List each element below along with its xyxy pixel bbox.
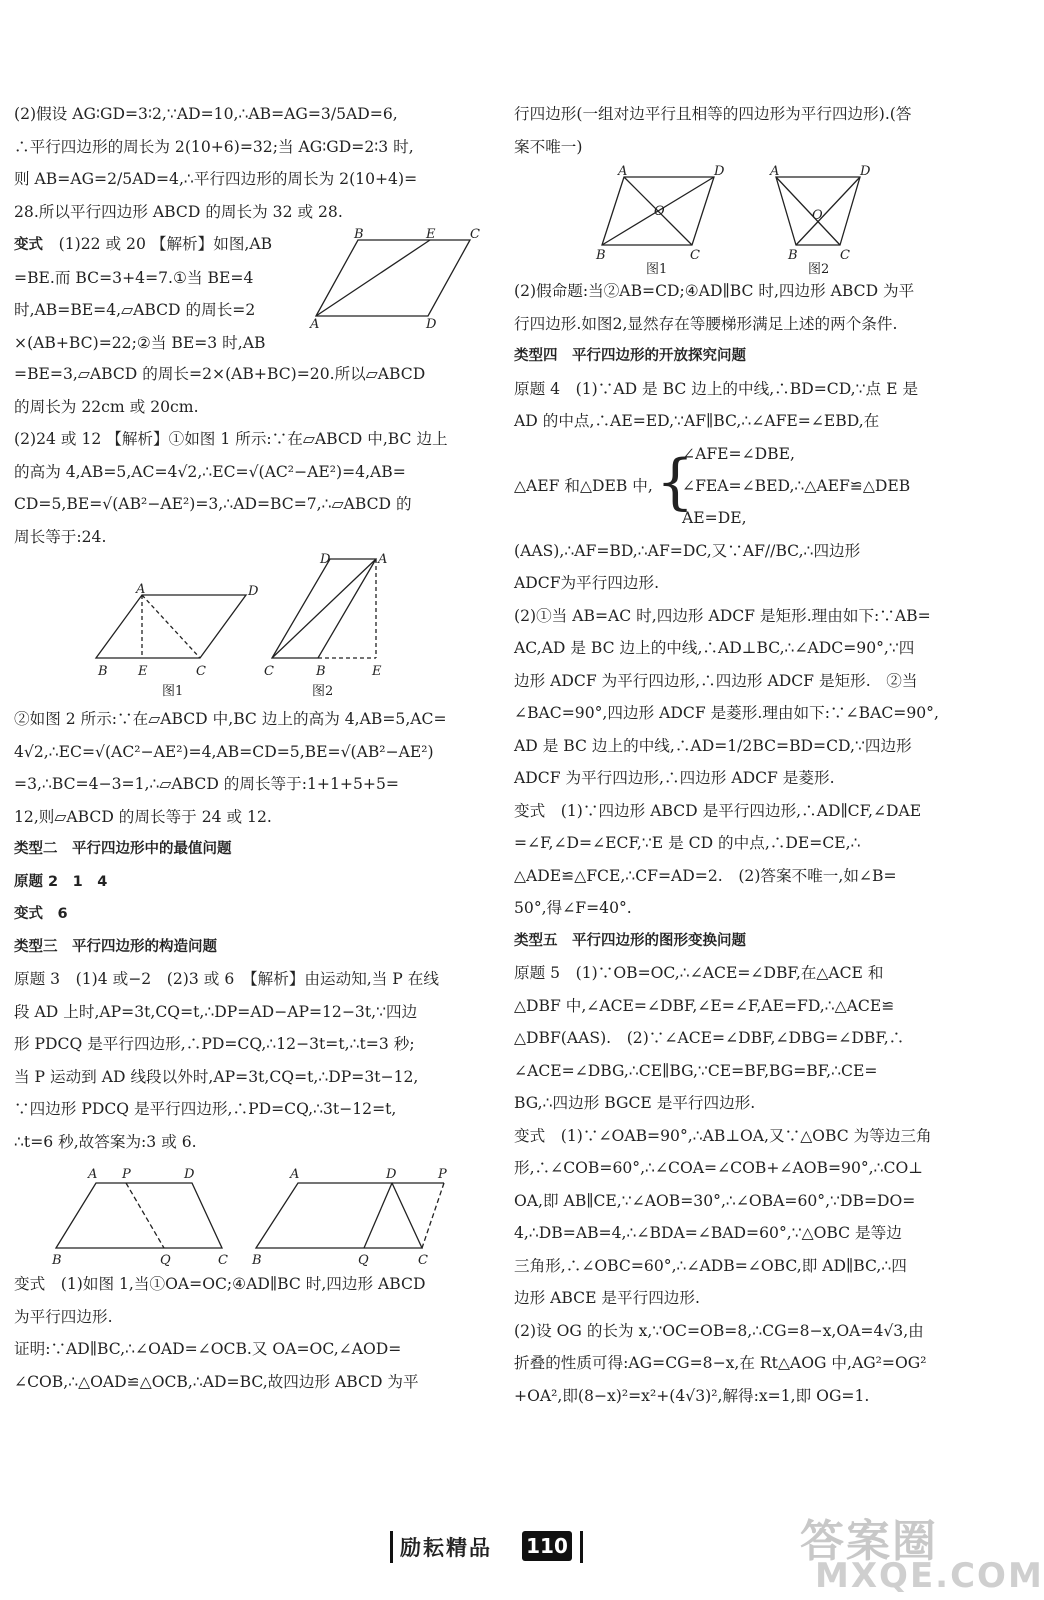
text-line: 当 P 运动到 AD 线段以外时,AP=3t,CQ=t,∴DP=3t−12,: [14, 1067, 419, 1086]
text-line: +OA²,即(8−x)²=x²+(4√3)²,解得:x=1,即 OG=1.: [514, 1386, 870, 1405]
text-line: ∠COB,∴△OAD≌△OCB,∴AD=BC,故四边形 ABCD 为平: [14, 1372, 419, 1391]
text-line: (2)假设 AG∶GD=3∶2,∵AD=10,∴AB=AG=3/5AD=6,: [14, 105, 398, 123]
text-line: =BE.而 BC=3+4=7.①当 BE=4: [14, 268, 254, 287]
text-line: 则 AB=AG=2/5AD=4,∴平行四边形的周长为 2(10+4)=: [14, 170, 418, 188]
text-line: 变式 (1)如图 1,当①OA=OC;④AD∥BC 时,四边形 ABCD: [14, 1275, 426, 1293]
label-B: B: [52, 1253, 62, 1268]
text-line: ∠ACE=∠DBG,∴CE∥BG,∵CE=BF,BG=BF,∴CE=: [514, 1061, 878, 1080]
label-C: C: [196, 664, 206, 679]
label-D: D: [714, 164, 725, 179]
parallelogram-figure: [310, 227, 490, 332]
text-line: 折叠的性质可得:AG=CG=8−x,在 Rt△AOG 中,AG²=OG²: [514, 1354, 927, 1372]
text-line: =∠F,∠D=∠ECF,∵E 是 CD 的中点,∴DE=CE,∴: [514, 834, 861, 852]
label-B: B: [788, 248, 798, 263]
label-C: C: [840, 248, 850, 263]
text-line: ∵四边形 PDCQ 是平行四边形,∴PD=CQ,∴3t−12=t,: [14, 1100, 397, 1118]
text-line: 行四边形.如图2,显然存在等腰梯形满足上述的两个条件.: [514, 314, 898, 333]
text-line: 证明:∵AD∥BC,∴∠OAD=∠OCB.又 OA=OC,∠AOD=: [14, 1340, 402, 1358]
text-line: AD 是 BC 边上的中线,∴AD=1/2BC=BD=CD,∵四边形: [514, 736, 912, 755]
label-C: C: [218, 1253, 228, 1268]
text-line: ∴平行四边形的周长为 2(10+6)=32;当 AG∶GD=2∶3 时,: [14, 137, 414, 156]
figure-caption: 图1: [646, 262, 668, 277]
text-line: ∠BAC=90°,四边形 ADCF 是菱形.理由如下:∵∠BAC=90°,: [514, 704, 939, 722]
text-line: =BE=3,▱ABCD 的周长=2×(AB+BC)=20.所以▱ABCD: [14, 365, 426, 383]
text-line: (AAS),∴AF=BD,∴AF=DC,又∵AF//BC,∴四边形: [514, 541, 861, 560]
text-line: 时,AB=BE=4,▱ABCD 的周长=2: [14, 301, 256, 319]
text-line: 的高为 4,AB=5,AC=4√2,∴EC=√(AC²−AE²)=4,AB=: [14, 462, 406, 481]
text-line: 为平行四边形.: [14, 1307, 113, 1326]
text-line: 段 AD 上时,AP=3t,CQ=t,∴DP=AD−AP=12−3t,∵四边: [14, 1002, 418, 1021]
label-B: B: [98, 664, 108, 679]
label-A: A: [88, 1167, 98, 1182]
label-A: A: [290, 1167, 300, 1182]
text-line: 边形 ABCE 是平行四边形.: [514, 1289, 700, 1307]
text-line: CD=5,BE=√(AB²−AE²)=3,∴AD=BC=7,∴▱ABCD 的: [14, 495, 412, 513]
label-C: C: [264, 664, 274, 679]
text-line: 案不唯一): [514, 137, 583, 156]
label-C: C: [470, 227, 480, 242]
text-line: △DBF(AAS). (2)∵∠ACE=∠DBF,∠DBG=∠DBF,∴: [514, 1029, 905, 1047]
equation-system: [514, 438, 986, 535]
label-E: E: [138, 664, 148, 679]
text-line: 变式 (1)∵∠OAB=90°,∴AB⊥OA,又∵△OBC 为等边三角: [514, 1126, 932, 1145]
label-A: A: [618, 164, 628, 179]
figures-right-top: [514, 163, 984, 275]
text-line: (2)设 OG 的长为 x,∵OC=OB=8,∴CG=8−x,OA=4√3,由: [514, 1321, 924, 1340]
text-line: (2)24 或 12 【解析】①如图 1 所示:∵在▱ABCD 中,BC 边上: [14, 430, 448, 448]
label-B: B: [316, 664, 326, 679]
label-D: D: [320, 552, 331, 567]
right-column: [514, 98, 986, 1412]
text-line: 行四边形(一组对边平行且相等的四边形为平行四边形).(答: [514, 105, 912, 123]
text-line: (2)①当 AB=AC 时,四边形 ADCF 是矩形.理由如下:∵AB=: [514, 606, 931, 625]
section-heading: 类型二 平行四边形中的最值问题: [14, 841, 232, 857]
text-line: AD 的中点,∴AE=ED,∵AF∥BC,∴∠AFE=∠EBD,在: [514, 412, 880, 430]
text-line: 边形 ADCF 为平行四边形,∴四边形 ADCF 是矩形. ②当: [514, 671, 918, 690]
problem-line: 变式 6: [14, 906, 68, 922]
text-line: ∠FEA=∠BED,∴△AEF≌△DEB: [682, 476, 911, 495]
label-B: B: [596, 248, 606, 263]
text-line: ×(AB+BC)=22;②当 BE=3 时,AB: [14, 333, 266, 352]
text-line: (2)假命题:当②AB=CD;④AD∥BC 时,四边形 ABCD 为平: [514, 282, 915, 300]
text-line: 变式 (1)∵四边形 ABCD 是平行四边形,∴AD∥CF,∠DAE: [514, 801, 922, 820]
figures-problem-3: [14, 1158, 484, 1268]
text-line: ∴t=6 秒,故答案为:3 或 6.: [14, 1132, 197, 1151]
label-O: O: [654, 204, 665, 219]
text-line: 4,∴DB=AB=4,∴∠BDA=∠BAD=60°,∵△OBC 是等边: [514, 1224, 902, 1242]
text-line: 三角形,∴∠OBC=60°,∴∠ADB=∠OBC,即 AD∥BC,∴四: [514, 1256, 907, 1275]
text-line: 4√2,∴EC=√(AC²−AE²)=4,AB=CD=5,BE=√(AB²−AE²): [14, 742, 434, 761]
label-B: B: [354, 227, 364, 242]
footer-bar: [580, 1531, 583, 1563]
text-line: 原题 4 (1)∵AD 是 BC 边上的中线,∴BD=CD,∵点 E 是: [514, 379, 919, 398]
label-A: A: [770, 164, 780, 179]
footer-bar: [390, 1531, 393, 1563]
problem-line: 原题 2 1 4: [14, 873, 108, 890]
label-B: B: [252, 1253, 262, 1268]
label-C: C: [690, 248, 700, 263]
section-heading: 类型五 平行四边形的图形变换问题: [514, 932, 746, 949]
text-line: 形,∴∠COB=60°,∴∠COA=∠COB+∠AOB=90°,∴CO⊥: [514, 1159, 923, 1177]
text-line: =3,∴BC=4−3=1,∴▱ABCD 的周长等于:1+1+5+5=: [14, 775, 399, 793]
figure-caption: 图1: [162, 684, 184, 699]
left-column: [14, 98, 488, 1398]
variant-1-block: [14, 228, 488, 423]
text-line: 形 PDCQ 是平行四边形,∴PD=CQ,∴12−3t=t,∴t=3 秒;: [14, 1035, 415, 1053]
text-line: ②如图 2 所示:∵在▱ABCD 中,BC 边上的高为 4,AB=5,AC=: [14, 710, 447, 728]
label-C: C: [418, 1253, 428, 1268]
text-line: ADCF 为平行四边形,∴四边形 ADCF 是菱形.: [514, 769, 835, 787]
text-line: 12,则▱ABCD 的周长等于 24 或 12.: [14, 807, 272, 826]
label-A: A: [310, 317, 320, 332]
text-line: 周长等于:24.: [14, 527, 107, 546]
figure-caption: 图2: [808, 262, 830, 277]
text-line: OA,即 AB∥CE,∵∠AOB=30°,∴∠OBA=60°,∵DB=DO=: [514, 1191, 916, 1210]
label-P: P: [438, 1167, 447, 1182]
label-D: D: [860, 164, 871, 179]
text-line: △DBF 中,∠ACE=∠DBF,∠E=∠F,AE=FD,∴△ACE≌: [514, 996, 895, 1015]
figures-variant-2: [14, 553, 484, 703]
text-line: △ADE≌△FCE,∴CF=AD=2. (2)答案不唯一,如∠B=: [514, 866, 897, 885]
page-number: 110: [522, 1531, 572, 1561]
figure-caption: 图2: [312, 684, 334, 699]
text-line: BG,∴四边形 BGCE 是平行四边形.: [514, 1094, 756, 1112]
variant-heading: 变式: [14, 237, 43, 253]
section-heading: 类型四 平行四边形的开放探究问题: [514, 348, 746, 364]
label-E: E: [426, 227, 436, 242]
label-D: D: [426, 317, 437, 332]
text-line: △AEF 和△DEB 中,: [514, 476, 653, 495]
text-line: ADCF为平行四边形.: [514, 574, 660, 592]
label-E: E: [372, 664, 382, 679]
text-line: (1)22 或 20 【解析】如图,AB: [58, 235, 273, 253]
label-D: D: [386, 1167, 397, 1182]
text-line: 28.所以平行四边形 ABCD 的周长为 32 或 28.: [14, 202, 343, 221]
text-line: AC,AD 是 BC 边上的中线,∴AD⊥BC,∴∠ADC=90°,∵四: [514, 639, 915, 657]
text-line: ∠AFE=∠DBE,: [682, 444, 795, 463]
label-A: A: [136, 582, 146, 597]
label-O: O: [812, 208, 823, 223]
label-P: P: [122, 1167, 131, 1182]
label-D: D: [248, 584, 259, 599]
label-D: D: [184, 1167, 195, 1182]
text-line: 50°,得∠F=40°.: [514, 899, 632, 917]
footer-brand: 励耘精品: [400, 1536, 492, 1560]
section-heading: 类型三 平行四边形的构造问题: [14, 938, 217, 955]
text-line: 原题 5 (1)∵OB=OC,∴∠ACE=∠DBF,在△ACE 和: [514, 964, 884, 982]
text-line: 原题 3 (1)4 或−2 (2)3 或 6 【解析】由运动知,当 P 在线: [14, 970, 439, 988]
label-Q: Q: [160, 1253, 171, 1268]
brace-glyph: {: [656, 446, 695, 517]
label-A: A: [378, 552, 388, 567]
watermark-logo: 答案圈: [800, 1516, 938, 1567]
label-Q: Q: [358, 1253, 369, 1268]
text-line: AE=DE,: [682, 508, 747, 527]
watermark-url: MXQE.COM: [815, 1556, 1044, 1596]
text-line: 的周长为 22cm 或 20cm.: [14, 397, 199, 416]
